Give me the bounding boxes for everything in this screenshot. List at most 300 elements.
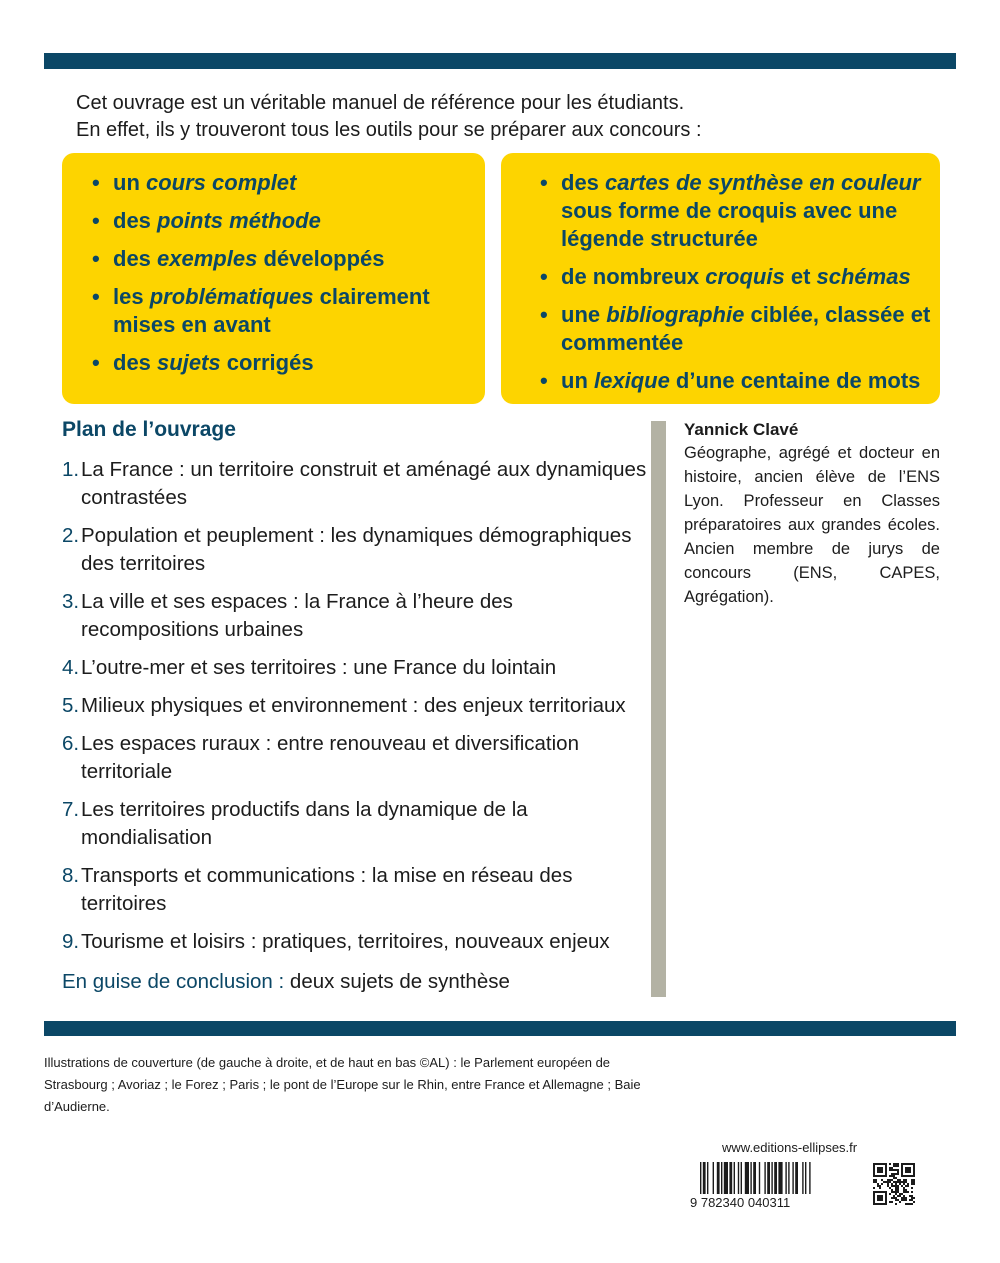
qr-module — [901, 1171, 903, 1173]
qr-module — [885, 1173, 887, 1175]
qr-module — [905, 1185, 907, 1187]
qr-module — [885, 1195, 887, 1197]
qr-module — [873, 1179, 875, 1181]
feature-left-item — [62, 245, 485, 273]
qr-module — [873, 1173, 875, 1175]
qr-module — [913, 1169, 915, 1171]
barcode-bar — [774, 1162, 777, 1194]
qr-module — [907, 1169, 909, 1171]
plan-item-text: Milieux physiques et environnement : des enjeux territoriaux — [81, 694, 626, 717]
qr-module — [885, 1169, 887, 1171]
qr-module — [911, 1181, 913, 1183]
qr-module — [903, 1175, 905, 1177]
qr-module — [885, 1165, 887, 1167]
qr-module — [873, 1203, 875, 1205]
qr-module — [899, 1195, 901, 1197]
qr-module — [883, 1175, 885, 1177]
qr-module — [913, 1183, 915, 1185]
qr-module — [879, 1191, 881, 1193]
bullet: • — [92, 246, 100, 271]
qr-module — [913, 1167, 915, 1169]
qr-module — [879, 1169, 881, 1171]
plan-item-number: 3. — [62, 590, 80, 613]
qr-module — [909, 1163, 911, 1165]
qr-module — [889, 1179, 891, 1181]
qr-module — [901, 1167, 903, 1169]
feature-right-item — [501, 263, 940, 291]
qr-module — [911, 1175, 913, 1177]
qr-module — [893, 1163, 895, 1165]
qr-module — [893, 1185, 895, 1187]
qr-module — [889, 1167, 891, 1169]
barcode-bar — [713, 1162, 714, 1194]
qr-module — [897, 1195, 899, 1197]
feature-text: des — [113, 246, 158, 271]
qr-module — [881, 1197, 883, 1199]
qr-module — [891, 1201, 893, 1203]
feature-emphasis: bibliographie — [606, 302, 745, 327]
qr-module — [893, 1169, 895, 1171]
qr-module — [889, 1163, 891, 1165]
features-box-left — [62, 153, 485, 404]
qr-module — [877, 1163, 879, 1165]
plan-list — [62, 456, 652, 966]
qr-module — [901, 1175, 903, 1177]
barcode-bar — [788, 1162, 789, 1194]
qr-module — [877, 1183, 879, 1185]
qr-module — [905, 1199, 907, 1201]
qr-module — [883, 1163, 885, 1165]
qr-module — [885, 1191, 887, 1193]
qr-module — [905, 1175, 907, 1177]
qr-module — [899, 1201, 901, 1203]
qr-module — [903, 1187, 905, 1189]
qr-module — [899, 1181, 901, 1183]
bullet: • — [92, 350, 100, 375]
plan-item — [62, 692, 652, 720]
feature-emphasis: problématiques — [149, 284, 314, 309]
qr-module — [891, 1183, 893, 1185]
feature-emphasis: cours complet — [146, 170, 297, 195]
qr-module — [909, 1199, 911, 1201]
qr-module — [879, 1167, 881, 1169]
qr-module — [903, 1195, 905, 1197]
feature-right-item — [501, 169, 940, 253]
barcode-bar — [729, 1162, 732, 1194]
qr-module — [889, 1187, 891, 1189]
feature-text: des — [113, 350, 158, 375]
barcode-bar — [750, 1162, 751, 1194]
barcode-bar — [738, 1162, 739, 1194]
qr-module — [913, 1201, 915, 1203]
qr-module — [895, 1193, 897, 1195]
qr-module — [873, 1195, 875, 1197]
qr-module — [877, 1167, 879, 1169]
top-band — [44, 53, 956, 69]
qr-module — [877, 1203, 879, 1205]
qr-module — [903, 1179, 905, 1181]
qr-module — [881, 1163, 883, 1165]
qr-module — [877, 1197, 879, 1199]
qr-module — [873, 1201, 875, 1203]
qr-module — [911, 1179, 913, 1181]
plan-item-number: 7. — [62, 798, 80, 821]
qr-module — [905, 1167, 907, 1169]
qr-module — [883, 1181, 885, 1183]
qr-module — [893, 1177, 895, 1179]
qr-module — [879, 1197, 881, 1199]
qr-module — [897, 1173, 899, 1175]
cover-credits: Illustrations de couverture (de gauche à droite, et de haut en bas ©AL) : le Parlement européen de Strasbourg ; Avoriaz ; le Forez ; Paris ; le pont de l’Europe sur le Rhin, entre France et Allemagne ; Baie d’Audierne. — [44, 1055, 641, 1114]
qr-module — [893, 1173, 895, 1175]
qr-module — [881, 1169, 883, 1171]
qr-module — [911, 1191, 913, 1193]
qr-module — [893, 1195, 895, 1197]
qr-module — [895, 1163, 897, 1165]
qr-module — [877, 1175, 879, 1177]
bullet: • — [540, 368, 548, 393]
feature-text: clairement mises en avant — [113, 284, 430, 337]
qr-module — [879, 1175, 881, 1177]
qr-module — [875, 1181, 877, 1183]
plan-item-text: Transports et communications : la mise en réseau des territoires — [81, 864, 573, 915]
qr-module — [893, 1165, 895, 1167]
plan-item-text: Population et peuplement : les dynamiques démographiques des territoires — [81, 524, 632, 575]
qr-module — [881, 1167, 883, 1169]
qr-module — [891, 1173, 893, 1175]
qr-module — [899, 1183, 901, 1185]
qr-module — [885, 1171, 887, 1173]
qr-module — [887, 1179, 889, 1181]
plan-item-number: 9. — [62, 930, 80, 953]
qr-module — [911, 1199, 913, 1201]
qr-module — [893, 1175, 895, 1177]
feature-emphasis: schémas — [816, 264, 911, 289]
feature-emphasis: croquis — [705, 264, 785, 289]
qr-code-icon — [872, 1162, 916, 1206]
qr-module — [905, 1169, 907, 1171]
feature-left-item — [62, 207, 485, 235]
qr-module — [903, 1163, 905, 1165]
qr-module — [901, 1181, 903, 1183]
qr-module — [881, 1195, 883, 1197]
plan-item-text: Les territoires productifs dans la dynamique de la mondialisation — [81, 798, 528, 849]
qr-module — [905, 1181, 907, 1183]
feature-emphasis: cartes de synthèse en couleur — [605, 170, 921, 195]
qr-module — [877, 1185, 879, 1187]
plan-title: Plan de l’ouvrage — [62, 418, 236, 441]
conclusion-text: deux sujets de synthèse — [284, 970, 510, 993]
qr-module — [897, 1191, 899, 1193]
qr-module — [895, 1165, 897, 1167]
qr-module — [875, 1163, 877, 1165]
qr-module — [901, 1193, 903, 1195]
plan-item-number: 5. — [62, 694, 80, 717]
plan-item-number: 4. — [62, 656, 80, 679]
qr-module — [901, 1165, 903, 1167]
plan-item — [62, 654, 652, 682]
qr-module — [881, 1199, 883, 1201]
qr-module — [885, 1203, 887, 1205]
qr-module — [881, 1203, 883, 1205]
qr-module — [891, 1191, 893, 1193]
qr-module — [913, 1171, 915, 1173]
bullet: • — [540, 170, 548, 195]
qr-module — [889, 1175, 891, 1177]
qr-module — [873, 1169, 875, 1171]
qr-module — [891, 1189, 893, 1191]
barcode-bar — [764, 1162, 765, 1194]
qr-module — [881, 1191, 883, 1193]
qr-module — [909, 1171, 911, 1173]
isbn-barcode — [686, 1160, 856, 1210]
barcode-bar — [734, 1162, 735, 1194]
plan-item — [62, 796, 652, 852]
barcode-bar — [707, 1162, 708, 1194]
qr-module — [889, 1193, 891, 1195]
qr-module — [885, 1181, 887, 1183]
qr-module — [889, 1201, 891, 1203]
qr-module — [903, 1189, 905, 1191]
qr-module — [905, 1171, 907, 1173]
qr-module — [885, 1167, 887, 1169]
qr-module — [879, 1163, 881, 1165]
qr-module — [895, 1197, 897, 1199]
qr-module — [885, 1201, 887, 1203]
qr-module — [873, 1163, 875, 1165]
barcode-bar — [741, 1162, 742, 1194]
author-block — [684, 419, 940, 609]
qr-module — [913, 1163, 915, 1165]
feature-text: des — [561, 170, 606, 195]
barcode-bar — [778, 1162, 782, 1194]
qr-module — [905, 1203, 907, 1205]
bullet: • — [92, 284, 100, 309]
barcode-bar — [724, 1162, 728, 1194]
qr-module — [897, 1189, 899, 1191]
qr-module — [913, 1197, 915, 1199]
feature-emphasis: exemples — [157, 246, 258, 271]
qr-module — [883, 1203, 885, 1205]
qr-module — [875, 1191, 877, 1193]
bottom-band — [44, 1021, 956, 1036]
qr-module — [907, 1185, 909, 1187]
qr-module — [879, 1199, 881, 1201]
qr-module — [885, 1163, 887, 1165]
qr-module — [889, 1181, 891, 1183]
qr-module — [877, 1171, 879, 1173]
barcode-bar — [785, 1162, 786, 1194]
qr-module — [897, 1169, 899, 1171]
plan-item — [62, 928, 652, 956]
author-bio: Géographe, agrégé et docteur en histoire, ancien élève de l’ENS Lyon. Professeur en Classes préparatoires aux grandes écoles. Ancien membre de jurys de concours (ENS, CAPES, Agrégation). — [684, 444, 940, 606]
qr-module — [875, 1179, 877, 1181]
feature-right-item — [501, 367, 940, 395]
qr-module — [909, 1195, 911, 1197]
barcode-bar — [795, 1162, 798, 1194]
barcode-bar — [753, 1162, 756, 1194]
qr-module — [881, 1179, 883, 1181]
qr-module — [897, 1179, 899, 1181]
qr-module — [907, 1175, 909, 1177]
qr-module — [897, 1199, 899, 1201]
feature-text: ciblée, classée et commentée — [561, 302, 931, 355]
plan-item-number: 8. — [62, 864, 80, 887]
qr-module — [913, 1165, 915, 1167]
qr-module — [903, 1191, 905, 1193]
barcode-bar — [771, 1162, 772, 1194]
qr-module — [895, 1169, 897, 1171]
qr-module — [883, 1191, 885, 1193]
feature-left-item — [62, 349, 485, 377]
qr-module — [899, 1179, 901, 1181]
qr-module — [877, 1195, 879, 1197]
qr-module — [905, 1179, 907, 1181]
qr-module — [887, 1181, 889, 1183]
isbn-digits: 9 782340 040311 — [690, 1195, 791, 1210]
feature-left-item — [62, 283, 485, 339]
qr-module — [903, 1197, 905, 1199]
qr-module — [891, 1175, 893, 1177]
qr-module — [903, 1181, 905, 1183]
qr-module — [877, 1191, 879, 1193]
qr-module — [873, 1187, 875, 1189]
qr-module — [891, 1179, 893, 1181]
qr-module — [885, 1175, 887, 1177]
qr-module — [911, 1197, 913, 1199]
qr-module — [875, 1175, 877, 1177]
feature-text: et — [784, 264, 817, 289]
qr-module — [895, 1191, 897, 1193]
intro-text — [76, 90, 956, 144]
qr-module — [909, 1203, 911, 1205]
barcode-bar — [745, 1162, 749, 1194]
feature-left-item — [62, 169, 485, 197]
qr-module — [897, 1165, 899, 1167]
qr-module — [877, 1199, 879, 1201]
qr-module — [899, 1193, 901, 1195]
qr-module — [873, 1171, 875, 1173]
qr-module — [885, 1197, 887, 1199]
qr-module — [895, 1187, 897, 1189]
qr-module — [873, 1193, 875, 1195]
qr-module — [875, 1203, 877, 1205]
qr-module — [907, 1171, 909, 1173]
features-list-right — [501, 169, 940, 395]
qr-module — [913, 1179, 915, 1181]
barcode-bar — [809, 1162, 810, 1194]
qr-module — [891, 1167, 893, 1169]
qr-module — [909, 1175, 911, 1177]
qr-module — [903, 1183, 905, 1185]
qr-module — [895, 1177, 897, 1179]
feature-emphasis: sujets — [157, 350, 221, 375]
qr-module — [901, 1199, 903, 1201]
qr-module — [881, 1171, 883, 1173]
qr-module — [907, 1191, 909, 1193]
qr-module — [891, 1185, 893, 1187]
feature-text: d’une centaine de mots — [669, 368, 921, 393]
plan-item — [62, 588, 652, 644]
qr-module — [901, 1185, 903, 1187]
barcode-bar — [703, 1162, 706, 1194]
qr-module — [907, 1203, 909, 1205]
qr-module — [911, 1187, 913, 1189]
barcode-bars — [700, 1162, 811, 1194]
bullet: • — [92, 208, 100, 233]
qr-module — [895, 1181, 897, 1183]
qr-module — [873, 1199, 875, 1201]
qr-module — [897, 1185, 899, 1187]
qr-module — [879, 1203, 881, 1205]
intro-line-2: En effet, ils y trouveront tous les outils pour se préparer aux concours : — [76, 119, 702, 141]
qr-module — [907, 1163, 909, 1165]
qr-module — [907, 1183, 909, 1185]
qr-module — [879, 1171, 881, 1173]
feature-text: un — [561, 368, 594, 393]
qr-module — [901, 1169, 903, 1171]
qr-module — [901, 1173, 903, 1175]
qr-module — [885, 1193, 887, 1195]
qr-module — [897, 1181, 899, 1183]
qr-module — [887, 1185, 889, 1187]
qr-module — [913, 1173, 915, 1175]
qr-module — [905, 1163, 907, 1165]
qr-module — [881, 1175, 883, 1177]
qr-module — [873, 1175, 875, 1177]
feature-text: de nombreux — [561, 264, 706, 289]
features-box-right — [501, 153, 940, 404]
feature-text: corrigés — [220, 350, 314, 375]
conclusion-label: En guise de conclusion : — [62, 970, 285, 993]
feature-text: sous forme de croquis avec une légende structurée — [561, 198, 898, 251]
feature-text: des — [113, 208, 158, 233]
bullet: • — [540, 264, 548, 289]
bullet: • — [92, 170, 100, 195]
plan-item — [62, 862, 652, 918]
qr-module — [911, 1195, 913, 1197]
features-list-left — [62, 169, 485, 377]
qr-module — [913, 1181, 915, 1183]
plan-item-text: La France : un territoire construit et aménagé aux dynamiques contrastées — [81, 458, 647, 509]
plan-item — [62, 730, 652, 786]
barcode-bar — [721, 1162, 722, 1194]
barcode-bar — [700, 1162, 701, 1194]
qr-module — [895, 1199, 897, 1201]
qr-module — [891, 1169, 893, 1171]
qr-module — [897, 1187, 899, 1189]
qr-module — [901, 1197, 903, 1199]
qr-module — [907, 1167, 909, 1169]
qr-module — [895, 1189, 897, 1191]
author-name: Yannick Clavé — [684, 420, 799, 439]
qr-module — [905, 1189, 907, 1191]
plan-item-text: Les espaces ruraux : entre renouveau et diversification territoriale — [81, 732, 579, 783]
qr-module — [877, 1169, 879, 1171]
qr-module — [911, 1183, 913, 1185]
feature-text: développés — [257, 246, 385, 271]
barcode-bar — [717, 1162, 720, 1194]
qr-module — [897, 1171, 899, 1173]
qr-module — [895, 1185, 897, 1187]
qr-module — [887, 1183, 889, 1185]
feature-emphasis: points méthode — [157, 208, 321, 233]
qr-module — [873, 1197, 875, 1199]
plan-item-text: L’outre-mer et ses territoires : une France du lointain — [81, 656, 557, 679]
qr-module — [889, 1169, 891, 1171]
barcode-bar — [792, 1162, 793, 1194]
qr-module — [905, 1197, 907, 1199]
